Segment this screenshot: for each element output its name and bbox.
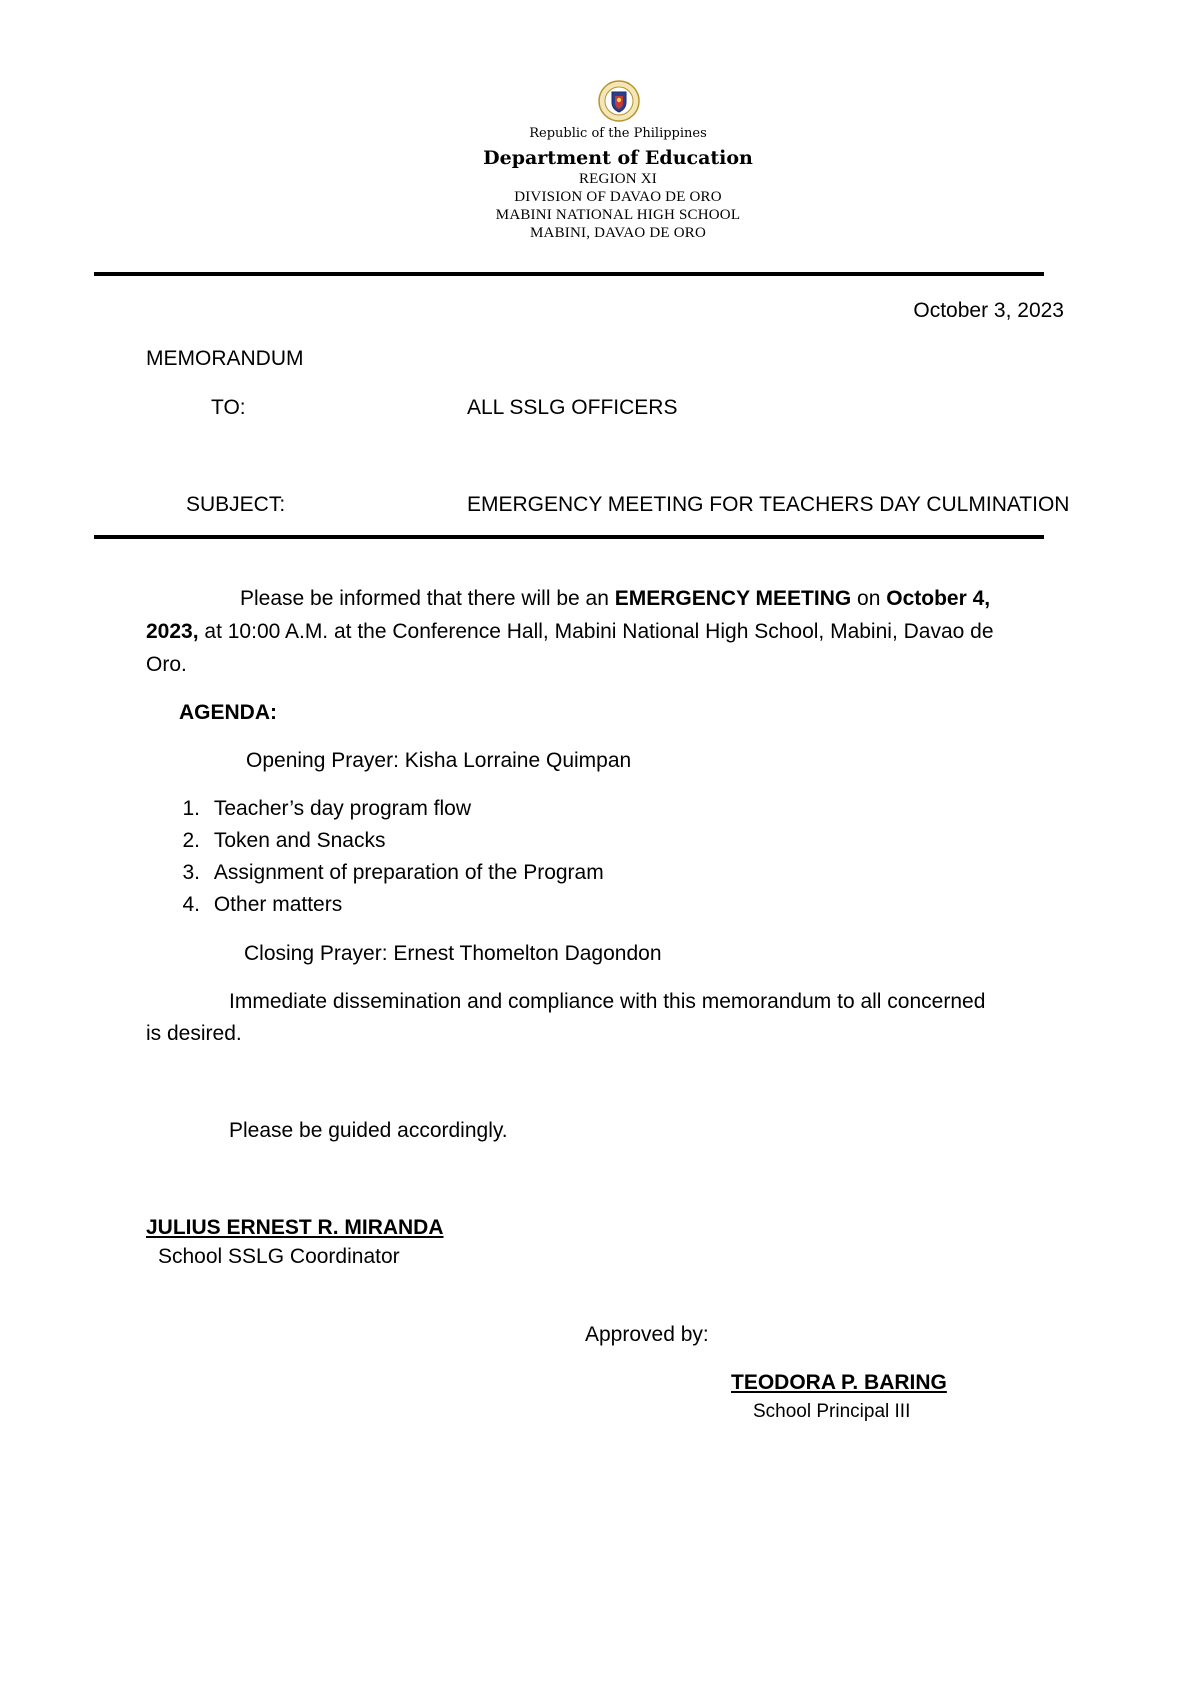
subject-label: SUBJECT:	[186, 493, 286, 516]
agenda-item-number: 1.	[182, 797, 200, 820]
agenda-item-2	[170, 825, 385, 857]
subject-divider	[94, 535, 1044, 539]
emergency-meeting-text: EMERGENCY MEETING	[614, 587, 852, 610]
agenda-item-text: Teacher’s day program flow	[213, 797, 472, 820]
compliance-line-2: is desired.	[146, 1022, 242, 1045]
agenda-item-text: Other matters	[213, 893, 343, 916]
meeting-year-text: 2023,	[146, 620, 199, 643]
compliance-line-1: Immediate dissemination and compliance with this memorandum to all concerned	[229, 990, 986, 1013]
agenda-item-text: Token and Snacks	[213, 829, 386, 852]
memo-date: October 3, 2023	[913, 299, 1064, 322]
to-value: ALL SSLG OFFICERS	[467, 396, 678, 419]
agenda-item-number: 3.	[182, 861, 200, 884]
agenda-item-3	[170, 857, 604, 889]
agenda-item-number: 2.	[182, 829, 200, 852]
department-name: Department of Education	[483, 147, 753, 169]
body-text: Please be informed that there will be an	[240, 587, 615, 610]
deped-seal-icon	[598, 80, 640, 122]
subject-value: EMERGENCY MEETING FOR TEACHERS DAY CULMINATION	[467, 493, 1070, 516]
opening-prayer: Opening Prayer: Kisha Lorraine Quimpan	[246, 749, 632, 772]
region-line: REGION XI	[578, 171, 658, 187]
approved-by-label: Approved by:	[585, 1323, 709, 1346]
signatory-title: School SSLG Coordinator	[158, 1245, 400, 1268]
agenda-item-4	[170, 889, 342, 921]
closing-prayer: Closing Prayer: Ernest Thomelton Dagondon	[244, 942, 662, 965]
body-line-1	[240, 583, 990, 615]
agenda-label: AGENDA:	[179, 701, 277, 724]
body-text: at 10:00 A.M. at the Conference Hall, Mabini National High School, Mabini, Davao de	[198, 620, 994, 643]
memo-label: MEMORANDUM	[146, 347, 304, 370]
body-line-3: Oro.	[146, 653, 187, 676]
to-label: TO:	[211, 396, 246, 419]
body-text: on	[851, 587, 887, 610]
signatory-name: JULIUS ERNEST R. MIRANDA	[146, 1216, 444, 1239]
address-line: MABINI, DAVAO DE ORO	[530, 225, 706, 241]
agenda-item-1	[170, 793, 471, 825]
agenda-item-text: Assignment of preparation of the Program	[213, 861, 604, 884]
school-line: MABINI NATIONAL HIGH SCHOOL	[495, 207, 741, 223]
guided-line: Please be guided accordingly.	[229, 1119, 508, 1142]
agenda-item-number: 4.	[182, 893, 200, 916]
meeting-date-text: October 4,	[886, 587, 991, 610]
division-line: DIVISION OF DAVAO DE ORO	[514, 189, 722, 205]
header-divider	[94, 272, 1044, 276]
approver-title: School Principal III	[753, 1401, 911, 1422]
body-line-2	[146, 616, 994, 648]
republic-line: Republic of the Philippines	[529, 126, 707, 141]
approver-name: TEODORA P. BARING	[731, 1371, 947, 1394]
